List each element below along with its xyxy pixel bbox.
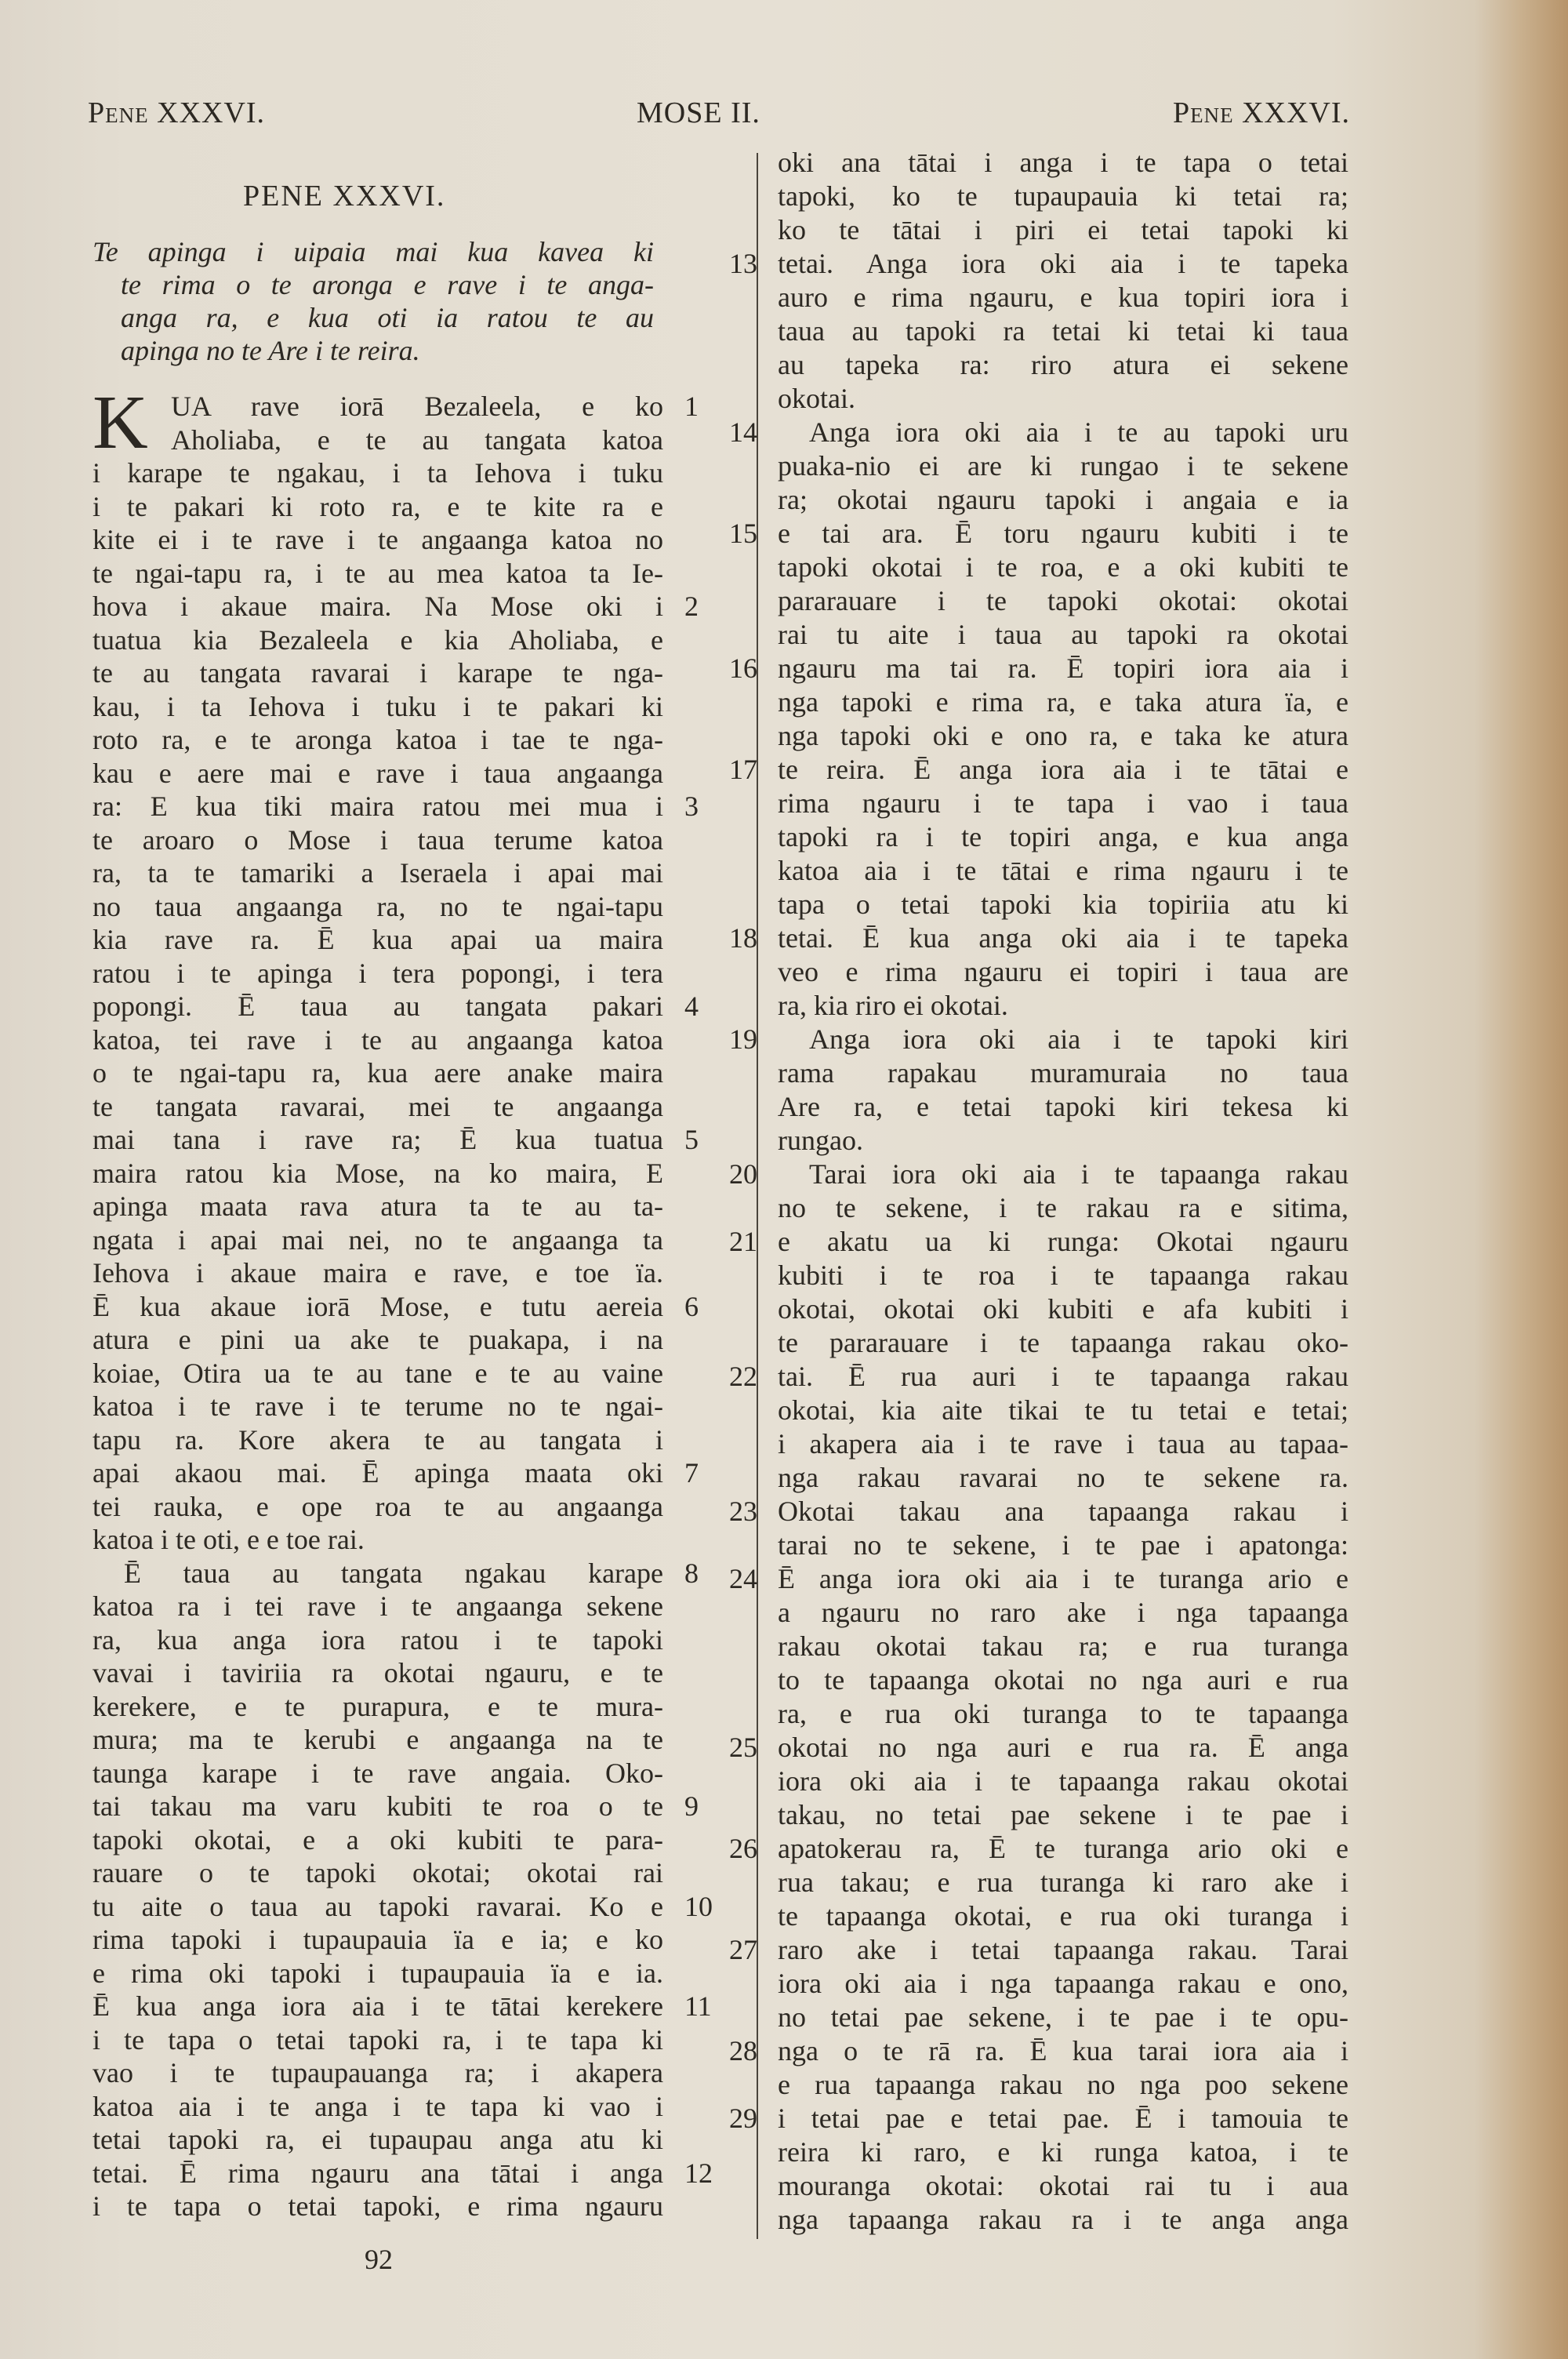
line-text: i tetai pae e tetai pae. Ē i tamouia te <box>778 2103 1348 2134</box>
text-line <box>93 890 663 924</box>
text-line <box>778 2068 1348 2102</box>
text-line <box>729 1832 1348 1866</box>
line-text: te tangata ravarai, mei te angaanga <box>93 1090 663 1122</box>
line-text: ngauru ma tai ra. Ē topiri iora aia i <box>778 652 1348 684</box>
text-line <box>93 1923 663 1957</box>
verse-number: 29 <box>729 2103 757 2134</box>
line-text: e tai ara. Ē toru ngauru kubiti i te <box>778 518 1348 549</box>
text-line <box>93 623 663 657</box>
line-text: tapoki, ko te tupaupauia ki tetai ra; <box>778 180 1348 212</box>
line-text: katoa i te rave i te terume no te ngai- <box>93 1390 663 1422</box>
line-text: iora oki aia i te tapaanga rakau okotai <box>778 1765 1348 1797</box>
line-text: te aroaro o Mose i taua terume katoa <box>93 823 663 856</box>
text-line <box>778 955 1348 989</box>
header-chapter-number: XXXVI. <box>157 96 266 129</box>
running-header-left <box>88 96 265 130</box>
line-text: Anga iora oki aia i te au tapoki uru <box>809 416 1348 448</box>
text-line <box>93 1690 663 1724</box>
line-text: maira ratou kia Mose, na ko maira, E <box>93 1157 663 1189</box>
line-text: mouranga okotai: okotai rai tu i aua <box>778 2170 1348 2201</box>
text-line <box>778 584 1348 618</box>
text-line <box>93 1390 663 1423</box>
line-text: no tetai pae sekene, i te pae i te opu- <box>778 2001 1348 2033</box>
line-text: kubiti i te roa i te tapaanga rakau <box>778 1259 1348 1291</box>
text-line <box>93 2090 663 2124</box>
text-line <box>778 1866 1348 1899</box>
verse-number: 28 <box>729 2035 757 2066</box>
text-line <box>778 281 1348 314</box>
text-line <box>93 1490 663 1524</box>
text-line <box>778 146 1348 180</box>
line-text: e akatu ua ki runga: Okotai ngauru <box>778 1226 1348 1257</box>
line-text: ra, kia riro ei okotai. <box>778 990 1008 1021</box>
line-text: oki ana tātai i anga i te tapa o tetai <box>778 147 1348 178</box>
summary-line: apinga no te Are i te reira. <box>121 335 420 366</box>
text-line <box>778 989 1348 1023</box>
text-line <box>778 1967 1348 2001</box>
text-line <box>93 1090 663 1124</box>
line-text: ra: E kua tiki maira ratou mei mua i <box>93 791 663 822</box>
verse-number: 21 <box>729 1226 757 1257</box>
line-text: ra, ta te tamariki a Iseraela i apai mai <box>93 857 663 889</box>
chapter-summary <box>93 235 654 367</box>
verse-number: 23 <box>729 1496 757 1527</box>
text-line <box>729 2034 1348 2068</box>
line-text: okotai. <box>778 383 855 414</box>
verse-number: 13 <box>729 248 757 279</box>
text-line <box>729 1933 1348 1967</box>
text-line <box>93 1623 663 1657</box>
line-text: okotai no nga auri e rua ra. Ē anga <box>778 1732 1348 1763</box>
text-line <box>729 416 1348 449</box>
line-text: i te tapa o tetai tapoki ra, i te tapa ki <box>93 2023 663 2055</box>
text-line <box>778 1056 1348 1090</box>
text-line <box>778 213 1348 247</box>
text-line <box>729 517 1348 551</box>
text-line <box>729 652 1348 685</box>
line-text: hova i akaue maira. Na Mose oki i <box>93 591 663 622</box>
line-text: nga o te rā ra. Ē kua tarai iora aia i <box>778 2035 1348 2066</box>
line-text: taua au tapoki ra tetai ki tetai ki taua <box>778 315 1348 347</box>
text-line <box>93 1223 663 1257</box>
line-text: Are ra, e tetai tapoki kiri tekesa ki <box>778 1091 1348 1122</box>
text-line <box>93 523 663 557</box>
verse-number: 1 <box>684 391 699 422</box>
line-text: tapa o tetai tapoki kia topiriia atu ki <box>778 889 1348 920</box>
verse-number: 20 <box>729 1158 757 1190</box>
line-text: tuatua kia Bezaleela e kia Aholiaba, e <box>93 623 663 656</box>
line-text: tarai no te sekene, i te pae i apatonga: <box>778 1529 1348 1561</box>
line-text: nga tapoki e rima ra, e taka atura ïa, e <box>778 686 1348 718</box>
column-divider <box>757 153 758 2239</box>
text-line <box>778 820 1348 854</box>
text-line <box>93 1423 663 1457</box>
line-text: tai. Ē rua auri i te tapaanga rakau <box>778 1361 1348 1392</box>
verse-number: 3 <box>684 791 699 822</box>
verse-number: 15 <box>729 518 757 549</box>
header-pene: Pene <box>1172 96 1234 129</box>
line-text: tapu ra. Kore akera te au tangata i <box>93 1423 663 1456</box>
line-text: Iehova i akaue maira e rave, e toe ïa. <box>93 1257 663 1289</box>
text-line <box>93 1856 663 1890</box>
line-text: kau e aere mai e rave i taua angaanga <box>93 757 663 789</box>
text-line <box>93 1890 713 1924</box>
line-text: mai tana i rave ra; Ē kua tuatua <box>93 1124 663 1155</box>
line-text: tapoki ra i te topiri anga, e kua anga <box>778 821 1348 852</box>
line-text: rakau okotai takau ra; e rua turanga <box>778 1630 1348 1662</box>
verse-number: 5 <box>684 1124 699 1155</box>
line-text: rima ngauru i te tapa i vao i taua <box>778 787 1348 819</box>
line-text: vavai i taviriia ra okotai ngauru, e te <box>93 1657 663 1688</box>
text-line <box>778 719 1348 753</box>
line-text: koiae, Otira ua te au tane e te au vaine <box>93 1357 663 1389</box>
header-chapter-number: XXXVI. <box>1242 96 1350 129</box>
line-text: tetai tapoki ra, ei tupaupau anga atu ki <box>93 2124 663 2155</box>
text-line <box>93 557 663 591</box>
chapter-title: PENE XXXVI. <box>243 180 446 213</box>
verse-number: 6 <box>684 1290 699 1322</box>
line-text: veo e rima ngauru ei topiri i taua are <box>778 956 1348 987</box>
text-line <box>778 483 1348 517</box>
text-line <box>93 856 663 890</box>
line-text: mura; ma te kerubi e angaanga na te <box>93 1724 663 1755</box>
line-text: te ngai-tapu ra, i te au mea katoa ta Ie- <box>93 557 663 589</box>
text-line <box>778 1461 1348 1495</box>
text-line <box>93 2190 663 2223</box>
summary-line: anga ra, e kua oti ia ratou te au <box>121 302 654 333</box>
text-line <box>729 1225 1348 1259</box>
text-line <box>729 1158 1348 1191</box>
line-text: apinga maata rava atura ta te au ta- <box>93 1190 663 1222</box>
line-text: Tarai iora oki aia i te tapaanga rakau <box>809 1158 1348 1190</box>
line-text: i te pakari ki roto ra, e te kite ra e <box>93 490 663 522</box>
line-text: tetai. Ē kua anga oki aia i te tapeka <box>778 922 1348 954</box>
verse-number: 10 <box>684 1890 713 1922</box>
text-line <box>93 723 663 757</box>
line-text: i karape te ngakau, i ta Iehova i tuku <box>93 457 663 489</box>
text-line <box>93 656 663 690</box>
line-text: rama rapakau muramuraia no taua <box>778 1057 1348 1089</box>
text-line <box>778 1765 1348 1798</box>
line-text: nga rakau ravarai no te sekene ra. <box>778 1462 1348 1493</box>
line-text: a ngauru no raro ake i nga tapaanga <box>778 1597 1348 1628</box>
line-text: popongi. Ē taua au tangata pakari <box>93 990 663 1022</box>
line-text: vao i te tupaupauanga ra; i akapera <box>93 2057 663 2088</box>
line-text: atura e pini ua ake te puakapa, i na <box>93 1324 663 1355</box>
line-text: kia rave ra. Ē kua apai ua maira <box>93 924 663 955</box>
text-line <box>93 1957 663 1990</box>
verse-number: 18 <box>729 922 757 954</box>
text-line <box>93 1790 699 1823</box>
text-line <box>778 314 1348 348</box>
line-text: Anga iora oki aia i te tapoki kiri <box>809 1023 1348 1055</box>
text-line <box>729 1360 1348 1394</box>
text-line <box>729 753 1348 787</box>
running-header-book: MOSE II. <box>637 96 760 129</box>
text-line <box>778 888 1348 921</box>
text-line <box>778 1292 1348 1326</box>
line-text: Ē kua anga iora aia i te tātai kerekere <box>93 1990 663 2022</box>
line-text: Aholiaba, e te au tangata katoa <box>171 423 663 456</box>
text-line <box>93 490 663 524</box>
verse-number: 16 <box>729 652 757 684</box>
text-line <box>93 790 699 823</box>
text-line <box>93 823 663 857</box>
line-text: Ē kua akaue iorā Mose, e tutu aereia <box>93 1290 663 1322</box>
text-line <box>93 1323 663 1357</box>
line-text: tai takau ma varu kubiti te roa o te <box>93 1790 663 1822</box>
line-text: i akapera aia i te rave i taua au tapaa- <box>778 1428 1348 1459</box>
text-line <box>729 1731 1348 1765</box>
line-text: tetai. Anga iora oki aia i te tapeka <box>778 248 1348 279</box>
line-text: takau, no tetai pae sekene i te pae i <box>778 1799 1348 1830</box>
text-line <box>729 921 1348 955</box>
line-text: ra, kua anga iora ratou i te tapoki <box>93 1623 663 1656</box>
line-text: rauare o te tapoki okotai; okotai rai <box>93 1857 663 1888</box>
text-line <box>93 757 663 791</box>
text-line <box>93 1990 712 2023</box>
text-line <box>729 1495 1348 1528</box>
verse-number: 2 <box>684 591 699 622</box>
text-line <box>93 1157 663 1190</box>
line-text: au tapeka ra: riro atura ei sekene <box>778 349 1348 380</box>
line-text: ko te tātai i piri ei tetai tapoki ki <box>778 214 1348 245</box>
line-text: o te ngai-tapu ra, kua aere anake maira <box>93 1057 663 1089</box>
line-text: e rua tapaanga rakau no nga poo sekene <box>778 2069 1348 2100</box>
line-text: te au tangata ravarai i karape te nga- <box>93 657 663 689</box>
text-line <box>778 1394 1348 1427</box>
text-line <box>93 2023 663 2057</box>
line-text: UA rave iorā Bezaleela, e ko <box>171 391 663 422</box>
verse-number: 27 <box>729 1934 757 1965</box>
verse-number: 12 <box>684 2157 713 2189</box>
line-text: ra; okotai ngauru tapoki i angaia e ia <box>778 484 1348 515</box>
line-text: tetai. Ē rima ngauru ana tātai i anga <box>93 2157 663 2189</box>
text-line <box>778 1899 1348 1933</box>
text-line <box>729 1023 1348 1056</box>
line-text: ngata i apai mai nei, no te angaanga ta <box>93 1223 663 1256</box>
line-text: kite ei i te rave i te angaanga katoa no <box>93 524 663 555</box>
verse-number: 9 <box>684 1790 699 1822</box>
header-pene: Pene <box>88 96 149 129</box>
text-line <box>778 348 1348 382</box>
line-text: katoa i te oti, e e toe rai. <box>93 1524 365 1555</box>
text-line <box>93 1757 663 1790</box>
text-line <box>93 423 663 457</box>
line-text: reira ki raro, e ki runga katoa, i te <box>778 2136 1348 2168</box>
line-text: tei rauka, e ope roa te au angaanga <box>93 1490 663 1522</box>
text-line <box>778 382 1348 416</box>
line-text: katoa, tei rave i te au angaanga katoa <box>93 1023 663 1056</box>
verse-number: 19 <box>729 1023 757 1055</box>
line-text: apatokerau ra, Ē te turanga ario oki e <box>778 1833 1348 1864</box>
page-number: 92 <box>365 2244 393 2275</box>
line-text: kerekere, e te purapura, e te mura- <box>93 1690 663 1722</box>
text-line <box>729 2102 1348 2135</box>
text-line <box>93 1357 663 1390</box>
text-line <box>93 390 699 423</box>
text-line <box>778 854 1348 888</box>
line-text: tapoki okotai, e a oki kubiti te para- <box>93 1823 663 1856</box>
text-line <box>93 456 663 490</box>
text-line <box>778 1697 1348 1731</box>
text-line <box>93 1656 663 1690</box>
line-text: tu aite o taua au tapoki ravarai. Ko e <box>93 1890 663 1922</box>
drop-cap: K <box>93 380 148 465</box>
line-text: taunga karape i te rave angaia. Oko- <box>93 1757 663 1789</box>
line-text: raro ake i tetai tapaanga rakau. Tarai <box>778 1934 1348 1965</box>
text-line <box>778 618 1348 652</box>
line-text: apai akaou mai. Ē apinga maata oki <box>93 1457 663 1488</box>
line-text: te pararauare i te tapaanga rakau oko- <box>778 1327 1348 1358</box>
verse-number: 25 <box>729 1732 757 1763</box>
verse-number: 22 <box>729 1361 757 1392</box>
verse-number: 26 <box>729 1833 757 1864</box>
line-text: rua takau; e rua turanga ki raro ake i <box>778 1866 1348 1898</box>
line-text: iora oki aia i nga tapaanga rakau e ono, <box>778 1968 1348 1999</box>
line-text: puaka-nio ei are ki rungao i te sekene <box>778 450 1348 482</box>
text-line <box>93 1123 699 1157</box>
text-line <box>778 2135 1348 2169</box>
line-text: to te tapaanga okotai no nga auri e rua <box>778 1664 1348 1696</box>
line-text: roto ra, e te aronga katoa i tae te nga- <box>93 724 663 755</box>
right-column <box>729 146 1348 2237</box>
line-text: katoa aia i te tātai e rima ngauru i te <box>778 855 1348 886</box>
text-line <box>778 1191 1348 1225</box>
text-line <box>93 1023 663 1057</box>
text-line <box>93 1290 699 1324</box>
line-text: katoa ra i tei rave i te angaanga sekene <box>93 1590 663 1622</box>
text-line <box>778 1663 1348 1697</box>
line-text: nga tapoki oki e ono ra, e taka ke atura <box>778 720 1348 751</box>
text-line <box>93 1523 663 1557</box>
line-text: rima tapoki i tupaupauia ïa e ia; e ko <box>93 1924 663 1955</box>
verse-number: 8 <box>684 1557 699 1589</box>
text-line <box>93 1456 699 1490</box>
text-line <box>729 247 1348 281</box>
line-text: ra, e rua oki turanga to te tapaanga <box>778 1698 1348 1729</box>
text-line <box>778 685 1348 719</box>
line-text: pararauare i te tapoki okotai: okotai <box>778 585 1348 616</box>
text-line <box>93 957 663 990</box>
text-line <box>778 1596 1348 1630</box>
line-text: tapoki okotai i te roa, e a oki kubiti te <box>778 551 1348 583</box>
summary-line: te rima o te aronga e rave i te anga- <box>121 269 654 300</box>
text-line <box>778 1528 1348 1562</box>
verse-number: 17 <box>729 754 757 785</box>
line-text: okotai, okotai oki kubiti e afa kubiti i <box>778 1293 1348 1325</box>
verse-number: 24 <box>729 1563 757 1594</box>
text-line <box>93 2157 713 2190</box>
summary-line: Te apinga i uipaia mai kua kavea ki <box>93 236 654 267</box>
line-text: rungao. <box>778 1125 863 1156</box>
text-line <box>729 1562 1348 1596</box>
text-line <box>93 1256 663 1290</box>
text-line <box>778 180 1348 213</box>
verse-number: 11 <box>684 1990 712 2022</box>
line-text: okotai, kia aite tikai te tu tetai e tetai; <box>778 1394 1348 1426</box>
text-line <box>778 1326 1348 1360</box>
text-line <box>93 2056 663 2090</box>
left-column <box>93 390 713 2223</box>
text-line <box>93 2123 663 2157</box>
line-text: Okotai takau ana tapaanga rakau i <box>778 1496 1348 1527</box>
text-line <box>778 1259 1348 1292</box>
text-line <box>93 1823 663 1857</box>
line-text: e rima oki tapoki i tupaupauia ïa e ia. <box>93 1957 663 1989</box>
running-header-right <box>1173 96 1350 130</box>
line-text: rai tu aite i taua au tapoki ra okotai <box>778 619 1348 650</box>
text-line <box>778 787 1348 820</box>
text-line <box>778 449 1348 483</box>
verse-number: 14 <box>729 416 757 448</box>
verse-number: 7 <box>684 1457 699 1488</box>
line-text: kau, i ta Iehova i tuku i te pakari ki <box>93 690 663 722</box>
text-line <box>93 923 663 957</box>
text-line <box>778 2001 1348 2034</box>
text-line <box>778 551 1348 584</box>
text-line <box>778 1798 1348 1832</box>
line-text: te reira. Ē anga iora aia i te tātai e <box>778 754 1348 785</box>
text-line <box>93 590 699 623</box>
line-text: auro e rima ngauru, e kua topiri iora i <box>778 282 1348 313</box>
line-text: ratou i te apinga i tera popongi, i tera <box>93 957 663 989</box>
text-line <box>778 2169 1348 2203</box>
line-text: no te sekene, i te rakau ra e sitima, <box>778 1192 1348 1223</box>
line-text: no taua angaanga ra, no te ngai-tapu <box>93 890 663 922</box>
line-text: nga tapaanga rakau ra i te anga anga <box>778 2204 1348 2235</box>
text-line <box>93 1590 663 1623</box>
line-text: i te tapa o tetai tapoki, e rima ngauru <box>93 2190 663 2222</box>
text-line <box>93 1056 663 1090</box>
text-line <box>93 990 699 1023</box>
text-line <box>93 1557 699 1590</box>
verse-number: 4 <box>684 990 699 1022</box>
text-line <box>93 1723 663 1757</box>
line-text: te tapaanga okotai, e rua oki turanga i <box>778 1900 1348 1932</box>
text-line <box>778 1124 1348 1158</box>
text-line <box>778 2203 1348 2237</box>
line-text: katoa aia i te anga i te tapa ki vao i <box>93 2090 663 2122</box>
text-line <box>778 1427 1348 1461</box>
text-line <box>778 1630 1348 1663</box>
text-line <box>93 1190 663 1223</box>
text-line <box>778 1090 1348 1124</box>
line-text: Ē anga iora oki aia i te turanga ario e <box>778 1563 1348 1594</box>
line-text: Ē taua au tangata ngakau karape <box>124 1557 663 1589</box>
text-line <box>93 690 663 724</box>
